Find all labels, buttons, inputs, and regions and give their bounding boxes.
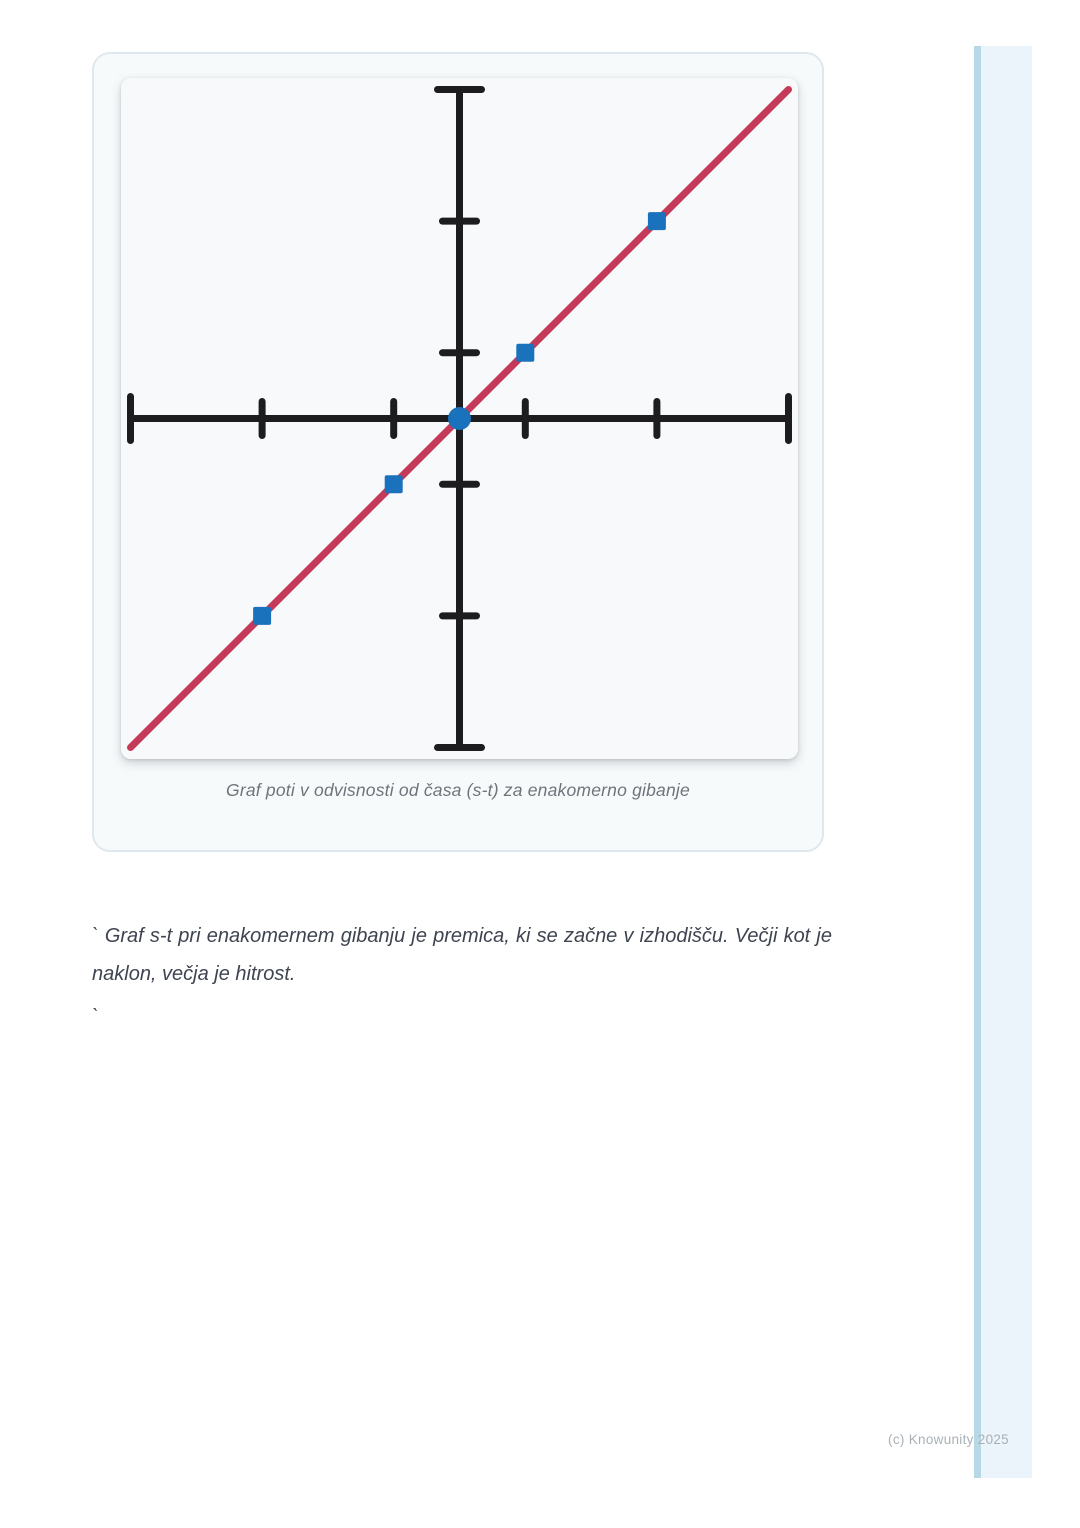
copyright-text: (c) Knowunity 2025 xyxy=(888,1432,1009,1447)
data-point xyxy=(648,212,666,230)
figure-caption: Graf poti v odvisnosti od časa (s-t) za enakomerno gibanje xyxy=(226,780,690,800)
note-text: ` Graf s-t pri enakomernem gibanju je premica, ki se začne v izhodišču. Večji kot je naklon, večja je hitrost. xyxy=(92,925,832,985)
st-graph xyxy=(121,78,798,759)
origin-point xyxy=(448,407,471,430)
backtick-mark: ` xyxy=(92,1006,99,1028)
data-point xyxy=(516,344,534,362)
figure-card xyxy=(92,52,824,852)
data-point xyxy=(253,607,271,625)
data-point xyxy=(385,475,403,493)
side-accent-strip xyxy=(974,46,1032,1478)
graph-panel xyxy=(121,78,798,759)
